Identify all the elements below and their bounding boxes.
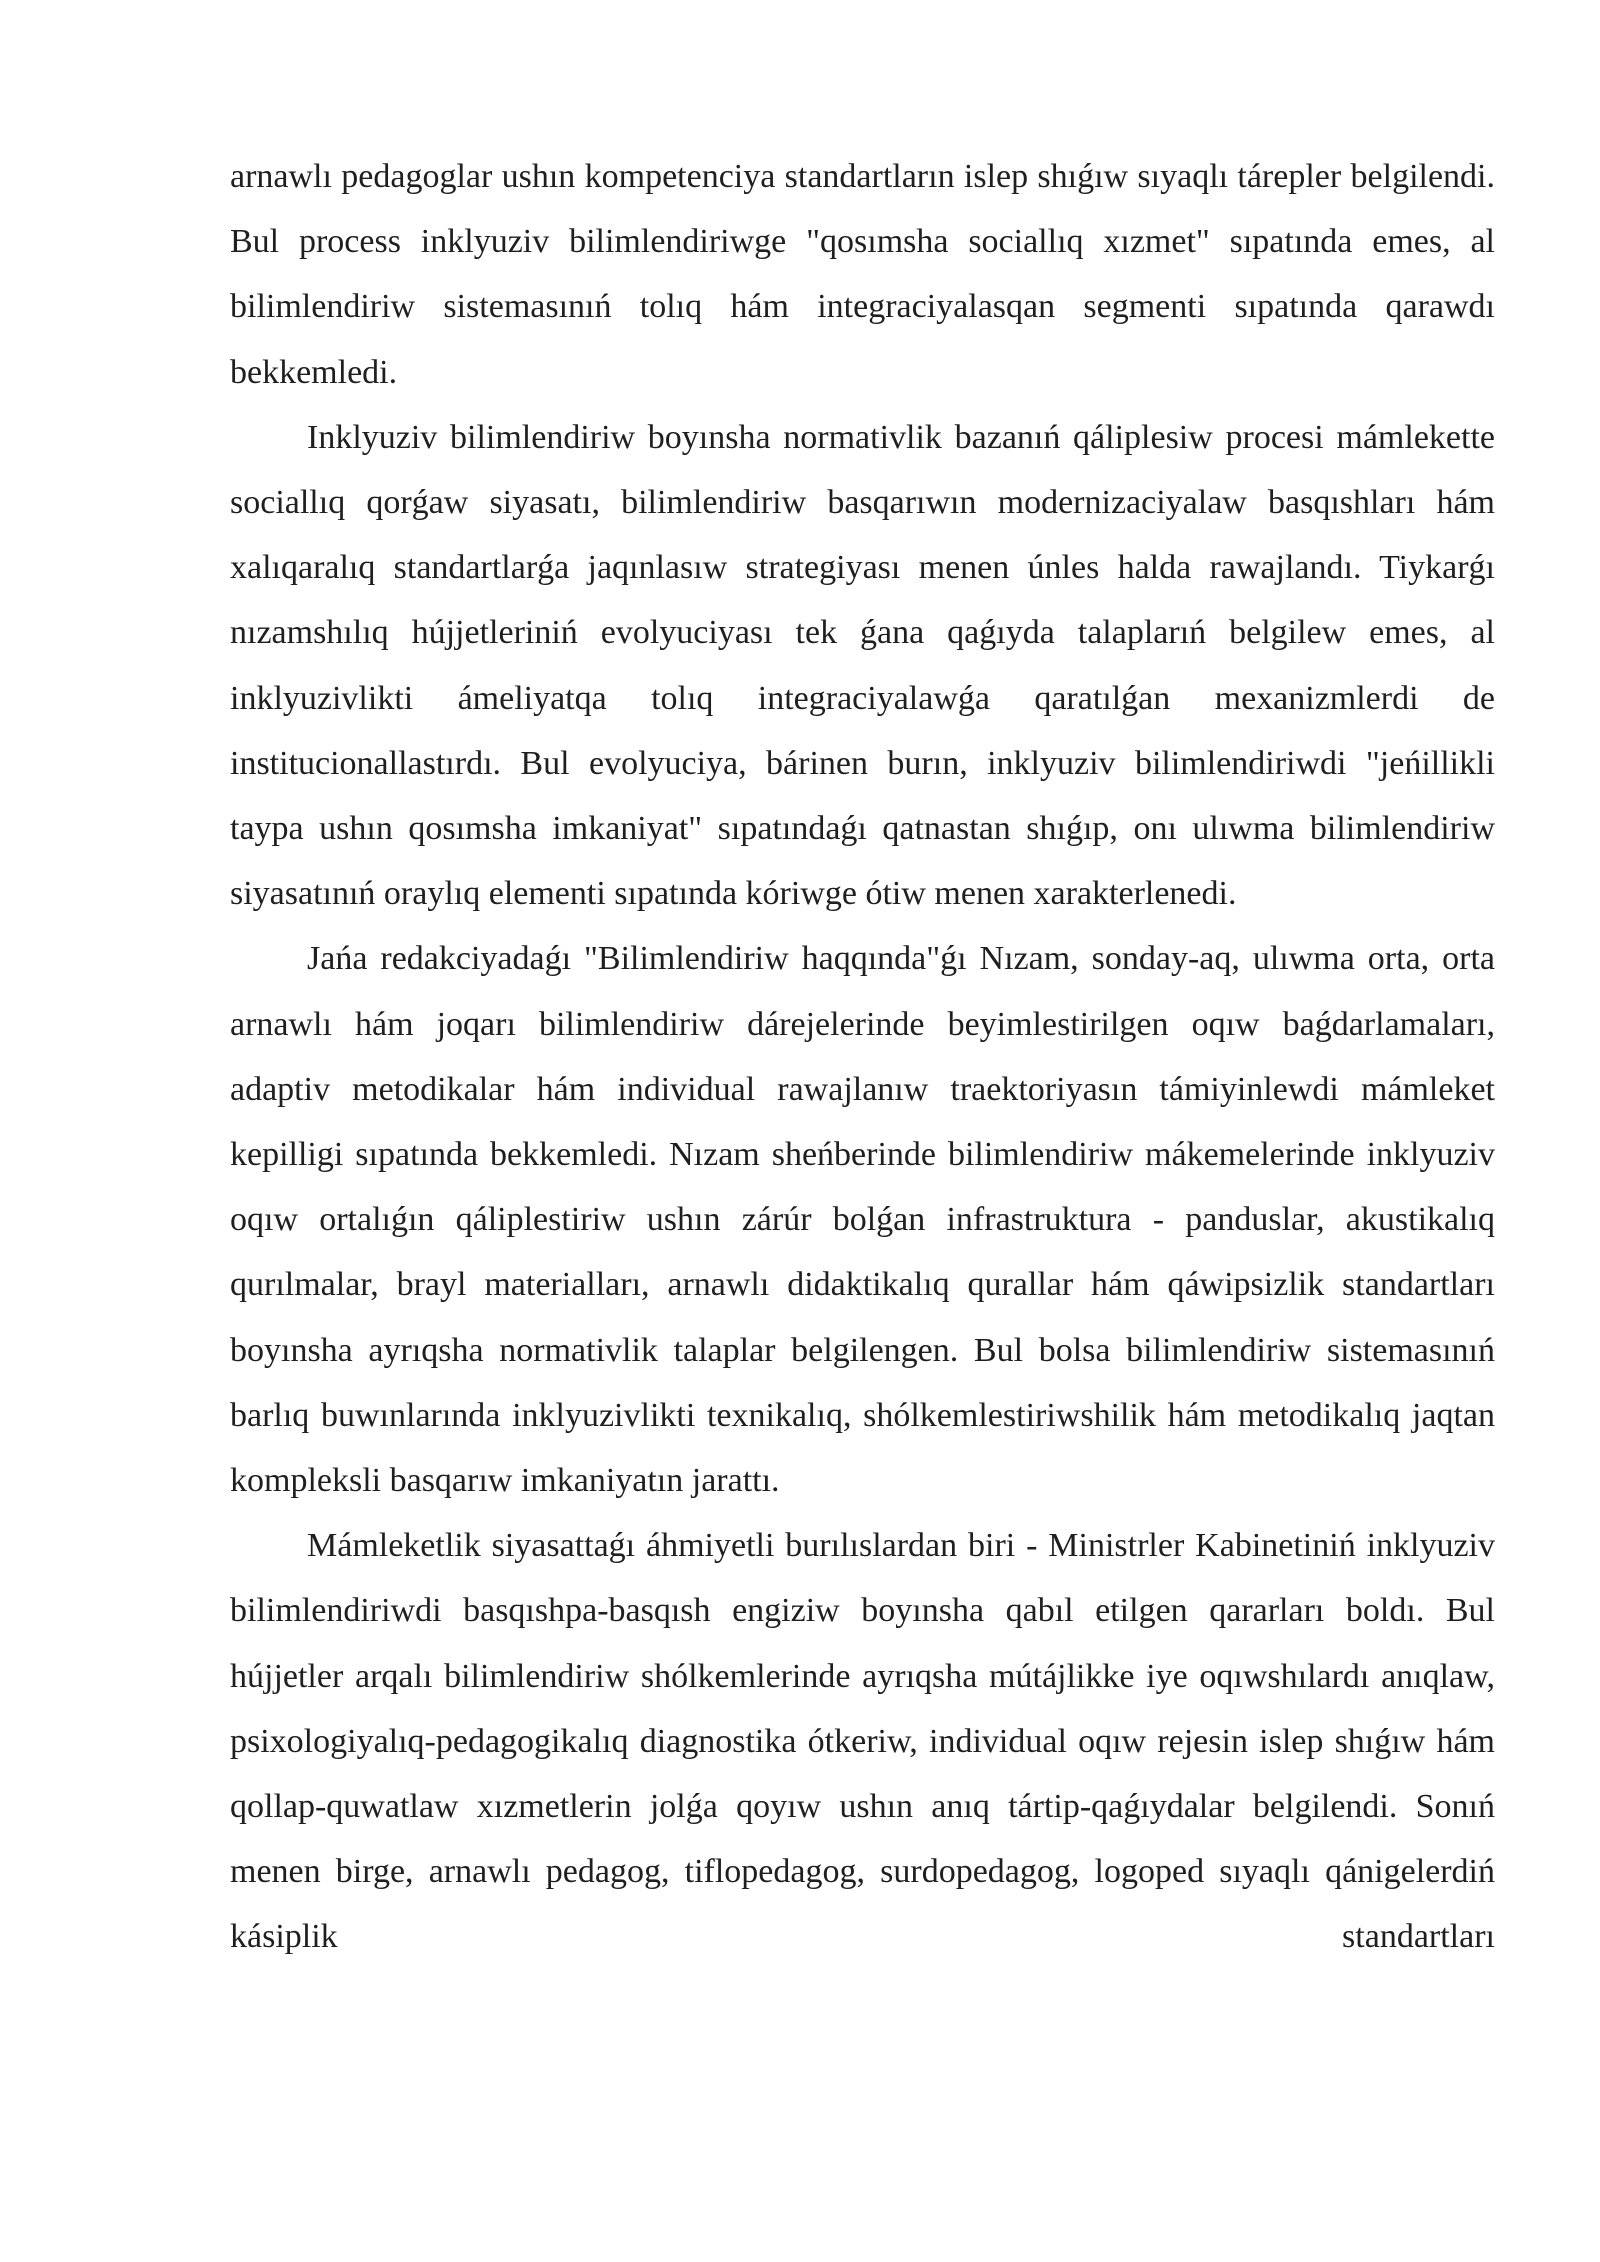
- paragraph-normative-base: Inklyuziv bilimlendiriw boyınsha normativlik bazanıń qáliplesiw procesi mámlekette sociallıq qorǵaw siyasatı, bilimlendiriw basqarıwın modernizaciyalaw basqıshları hám xalıqaralıq standartlarǵa jaqınlasıw strategiyası menen únles halda rawajlandı. Tiykarǵı nızamshılıq hújjetleriniń evolyuciyası tek ǵana qaǵıyda talaplarıń belgilew emes, al inklyuzivlikti ámeliyatqa tolıq integraciyalawǵa qaratılǵan mexanizmlerdi de institucionallastırdı. Bul evolyuciya, bárinen burın, inklyuziv bilimlendiriwdi "jeńillikli taypa ushın qosımsha imkaniyat" sıpatındaǵı qatnastan shıǵıp, onı ulıwma bilimlendiriw siyasatınıń oraylıq elementi sıpatında kóriwge ótiw menen xarakterlenedi.: [230, 418, 1495, 913]
- paragraph-cabinet-decisions: Mámleketlik siyasattaǵı áhmiyetli burılıslardan biri - Ministrler Kabinetiniń inklyuziv bilimlendiriwdi basqıshpa-basqısh engiziw boyınsha qabıl etilgen qararları boldı. Bul hújjetler arqalı bilimlendiriw shólkemlerinde ayrıqsha mútájlikke iye oqıwshılardı anıqlaw, psixologiyalıq-pedagogikalıq diagnostika ótkeriw, individual oqıw rejesin islep shıǵıw hám qollap-quwatlaw xızmetlerin jolǵa qoyıw ushın anıq tártip-qaǵıydalar belgilendi. Sonıń menen birge, arnawlı pedagog, tiflopedagog, surdopedagog, logoped sıyaqlı qánigelerdiń kásiplik standartları: [230, 1527, 1495, 1956]
- paragraph-education-law: Jańa redakciyadaǵı "Bilimlendiriw haqqında"ǵı Nızam, sonday-aq, ulıwma orta, orta arnawlı hám joqarı bilimlendiriw dárejelerinde beyimlestirilgen oqıw baǵdarlamaları, adaptiv metodikalar hám individual rawajlanıw traektoriyasın támiyinlewdi mámleket kepilligi sıpatında bekkemledi. Nızam sheńberinde bilimlendiriw mákemelerinde inklyuziv oqıw ortalıǵın qáliplestiriw ushın zárúr bolǵan infrastruktura - panduslar, akustikalıq qurılmalar, brayl materialları, arnawlı didaktikalıq qurallar hám qáwipsizlik standartları boyınsha ayrıqsha normativlik talaplar belgilengen. Bul bolsa bilimlendiriw sistemasınıń barlıq buwınlarında inklyuzivlikti texnikalıq, shólkemlestiriwshilik hám metodikalıq jaqtan kompleksli basqarıw imkaniyatın jarattı.: [230, 940, 1495, 1500]
- document-body: [230, 144, 1495, 1970]
- paragraph-continued: arnawlı pedagoglar ushın kompetenciya standartların islep shıǵıw sıyaqlı tárepler belgilendi. Bul process inklyuziv bilimlendiriwge "qosımsha sociallıq xızmet" sıpatında emes, al bilimlendiriw sistemasınıń tolıq hám integraciyalasqan segmenti sıpatında qarawdı bekkemledi.: [230, 158, 1495, 391]
